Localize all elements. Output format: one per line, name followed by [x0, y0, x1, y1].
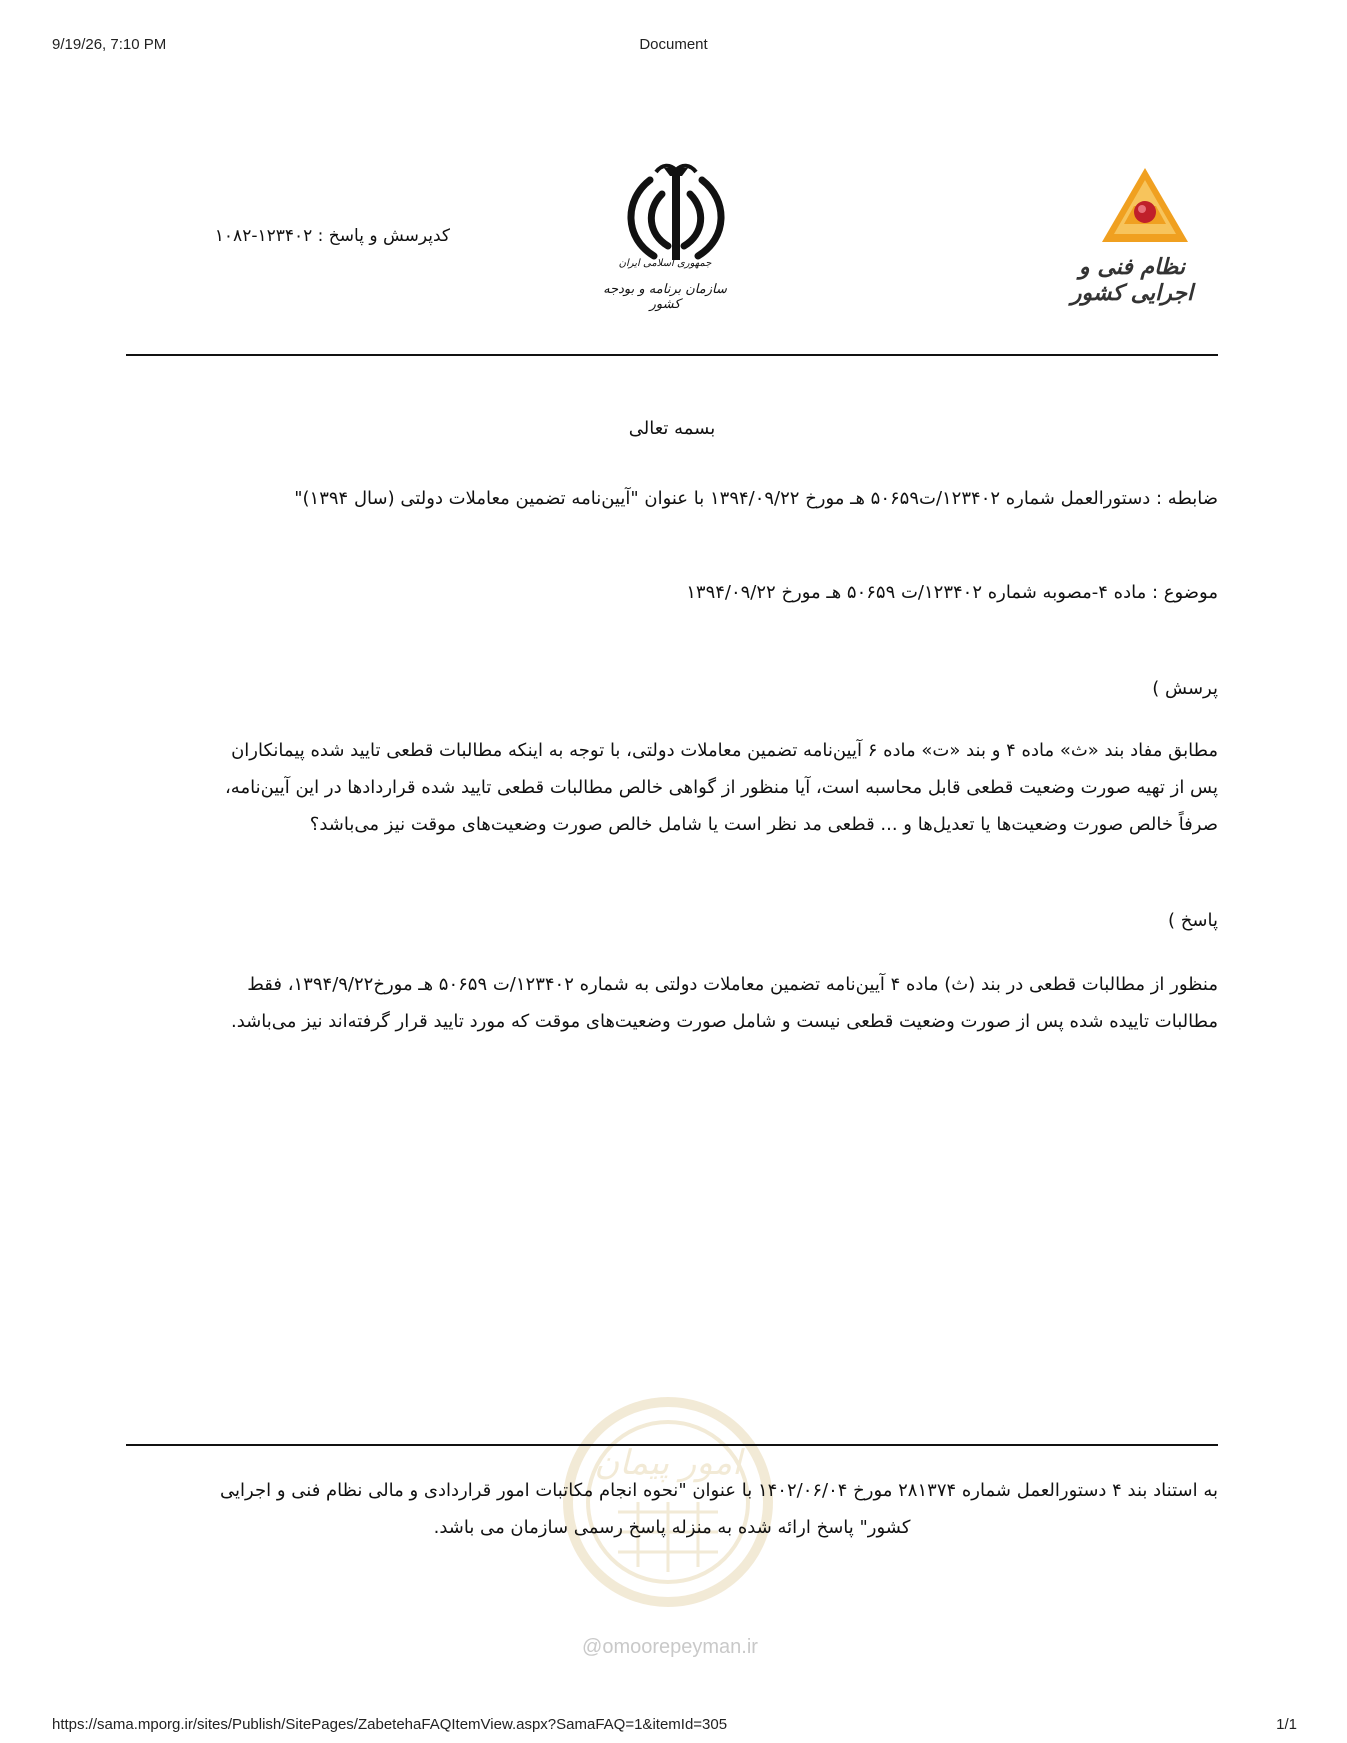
nezam-fanni-logo-icon [1100, 166, 1190, 246]
logo-caption: نظام فنی و اجرایی کشور [1070, 254, 1194, 306]
subject-line: موضوع : ماده ۴-مصوبه شماره ۱۲۳۴۰۲/ت ۵۰۶۵۹ هـ مورخ ۱۳۹۴/۰۹/۲۲ [686, 582, 1218, 603]
answer-label: پاسخ ) [1168, 910, 1218, 931]
header-divider [126, 354, 1218, 356]
print-page-count: 1/1 [1276, 1716, 1297, 1733]
footer-divider [126, 1444, 1218, 1446]
footer-note [126, 1472, 1218, 1546]
question-line: صرفاً خالص صورت وضعیت‌ها یا تعدیل‌ها و ... قطعی مد نظر است یا شامل خالص صورت وضعیت‌های موقت نیز می‌باشد؟ [309, 814, 1218, 835]
question-line: مطابق مفاد بند «ث» ماده ۴ و بند «ت» ماده ۶ آیین‌نامه تضمین معاملات دولتی، با توجه به اینکه مطالبات قطعی تایید شده پیمانکاران [231, 740, 1218, 761]
print-url: https://sama.mporg.ir/sites/Publish/SitePages/ZabetehaFAQItemView.aspx?SamaFAQ=1&itemId=305 [52, 1716, 728, 1733]
print-header [0, 36, 1347, 56]
answer-text [126, 966, 1218, 1040]
footer-note-line: کشور" پاسخ ارائه شده به منزله پاسخ رسمی سازمان می باشد. [433, 1517, 911, 1538]
faq-code: کدپرسش و پاسخ : ۱۲۳۴۰۲-۱۰۸۲ [214, 226, 450, 246]
regulation-line: ضابطه : دستورالعمل شماره ۱۲۳۴۰۲/ت۵۰۶۵۹ هـ مورخ ۱۳۹۴/۰۹/۲۲ با عنوان "آیین‌نامه تضمین معاملات دولتی (سال ۱۳۹۴)" [294, 488, 1218, 509]
print-footer [0, 1716, 1347, 1736]
question-label: پرسش ) [1152, 678, 1218, 699]
answer-line: منظور از مطالبات قطعی در بند (ث) ماده ۴ آیین‌نامه تضمین معاملات دولتی به شماره ۱۲۳۴۰۲/ت ۵۰۶۵۹ هـ مورخ۱۳۹۴/۹/۲۲، فقط [247, 974, 1218, 995]
emblem-org-line2: سازمان برنامه و بودجه کشور [603, 282, 727, 312]
emblem-org-line1: جمهوری اسلامی ایران [618, 258, 712, 269]
print-document-title: Document [639, 36, 708, 53]
print-datetime: 9/19/26, 7:10 PM [52, 36, 167, 53]
question-line: پس از تهیه صورت وضعیت قطعی قابل محاسبه است، آیا منظور از گواهی خالص مطالبات قطعی تایید شده قراردادها در این آیین‌نامه، [224, 777, 1218, 798]
footer-note-line: به استناد بند ۴ دستورالعمل شماره ۲۸۱۳۷۴ مورخ ۱۴۰۲/۰۶/۰۴ با عنوان "نحوه انجام مکاتبات امور قراردادی و مالی نظام فنی و اجرایی [220, 1480, 1218, 1501]
seal-text: امور پیمان [594, 1443, 742, 1483]
basmala: بسمه تعالی [628, 418, 716, 439]
question-text [126, 732, 1218, 843]
answer-line: مطالبات تاییده شده پس از صورت وضعیت قطعی نیست و شامل صورت وضعیت‌های موقت که مورد تایید قرار گرفته‌اند نیز می‌باشد. [230, 1011, 1218, 1032]
watermark-site: @omoorepeyman.ir [582, 1636, 758, 1658]
